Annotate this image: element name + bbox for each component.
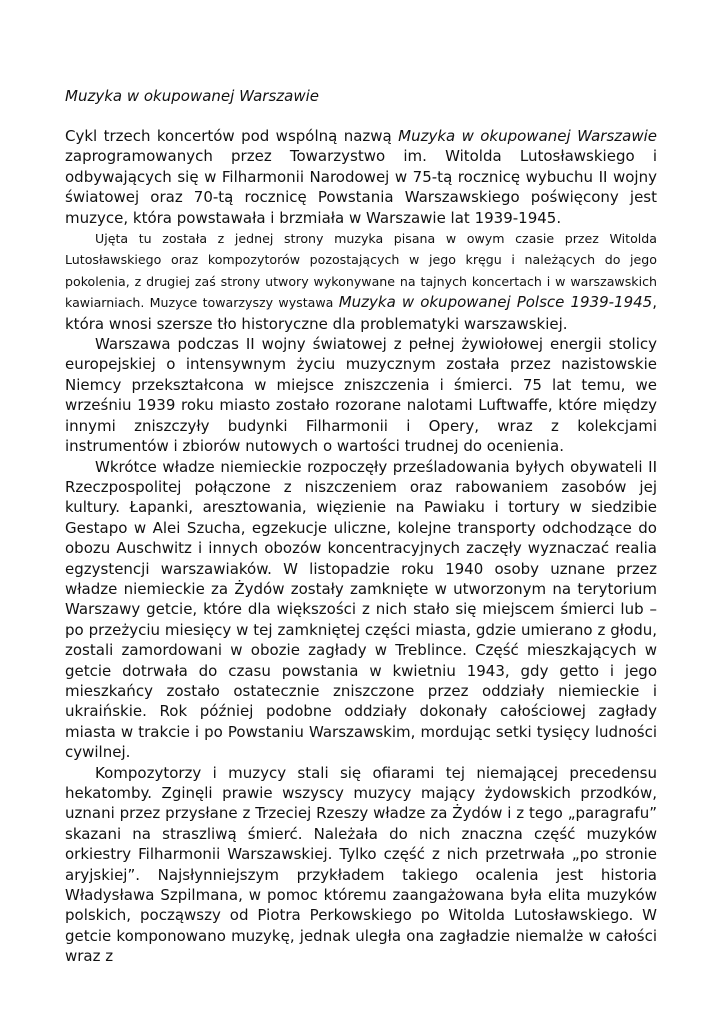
- paragraph-persecution: Wkrótce władze niemieckie rozpoczęły prześladowania byłych obywateli II Rzeczpospolitej połączone z niszczeniem oraz rabowaniem zasobów jej kultury. Łapanki, aresztowania, więzienie na Pawiaku i tortury w siedzibie Gestapo w Alei Szucha, egzekucje uliczne, kolejne transporty odchodzące do obozu Auschwitz i innych obozów koncentracyjnych zaczęły wyznaczać realia egzystencji warszawiaków. W listopadzie roku 1940 osoby uznane przez władze niemieckie za Żydów zostały zamknięte w utworzonym na terytorium Warszawy getcie, które dla większości z nich stało się miejscem śmierci lub – po przeżyciu miesięcy w tej zamkniętej części miasta, gdzie umierano z głodu, zostali zamordowani w obozie zagłady w Treblince. Część mieszkających w getcie dotrwała do czasu powstania w kwietniu 1943, gdy getto i jego mieszkańcy zostało ostatecznie zniszczone przez oddziały niemieckie i ukraińskie. Rok później podobne oddziały dokonały całościowej zagłady miasta w trakcie i po Powstaniu Warszawskim, mordując setki tysięcy ludności cywilnej.: [65, 457, 657, 762]
- paragraph-exhibition: [65, 228, 657, 334]
- document-title: Muzyka w okupowanej Warszawie: [65, 87, 319, 105]
- paragraph-intro-text-start: Cykl trzech koncertów pod wspólną nazwą: [65, 127, 399, 145]
- paragraph-intro-text-end: zaprogramowanych przez Towarzystwo im. Witolda Lutosławskiego i odbywających się w Filharmonii Narodowej w 75-tą rocznicę wybuchu II wojny światowej oraz 70-tą rocznicę Powstania Warszawskiego poświęcony jest muzyce, która powstawała i brzmiała w Warszawie lat 1939-1945.: [65, 147, 657, 227]
- concert-series-title: Muzyka w okupowanej Warszawie: [398, 127, 657, 145]
- exhibition-title: Muzyka w okupowanej Polsce 1939-1945: [338, 293, 653, 312]
- paragraph-warsaw-war: Warszawa podczas II wojny światowej z pełnej żywiołowej energii stolicy europejskiej o intensywnym życiu muzycznym została przez nazistowskie Niemcy przekształcona w miejsce zniszczenia i śmierci. 75 lat temu, we wrześniu 1939 roku miasto zostało rozorane nalotami Luftwaffe, które między innymi zniszczyły budynki Filharmonii i Opery, wraz z kolekcjami instrumentów i zbiorów nutowych o wartości trudnej do ocenienia.: [65, 335, 657, 456]
- paragraph-exhibition-small-text: Ujęta tu została z jednej strony muzyka pisana w owym czasie przez Witolda Lutosławskiego oraz kompozytorów pozostających w jego kręgu i należących do jego pokolenia, z drugiej zaś strony utwory wykonywane na tajnych koncertach i w warszawskich kawiarniach. Muzyce towarzyszy wystawa: [65, 231, 657, 311]
- paragraph-exhibition-text-end: , która wnosi szersze tło historyczne dla problematyki warszawskiej.: [65, 293, 657, 333]
- paragraph-intro: [65, 126, 657, 228]
- paragraph-composers: Kompozytorzy i muzycy stali się ofiarami tej niemającej precedensu hekatomby. Zginęli prawie wszyscy muzycy mający żydowskich przodków, uznani przez przysłane z Trzeciej Rzeszy władze za Żydów i z tego „paragrafu” skazani na straszliwą śmierć. Należała do nich znaczna część muzyków orkiestry Filharmonii Warszawskiej. Tylko część z nich przetrwała „po stronie aryjskiej”. Najsłynniejszym przykładem takiego ocalenia jest historia Władysława Szpilmana, w pomoc któremu zaangażowana była elita muzyków polskich, począwszy od Piotra Perkowskiego po Witolda Lutosławskiego. W getcie komponowano muzykę, jednak uległa ona zagładzie niemalże w całości wraz z: [65, 763, 657, 966]
- document-page: [65, 86, 657, 967]
